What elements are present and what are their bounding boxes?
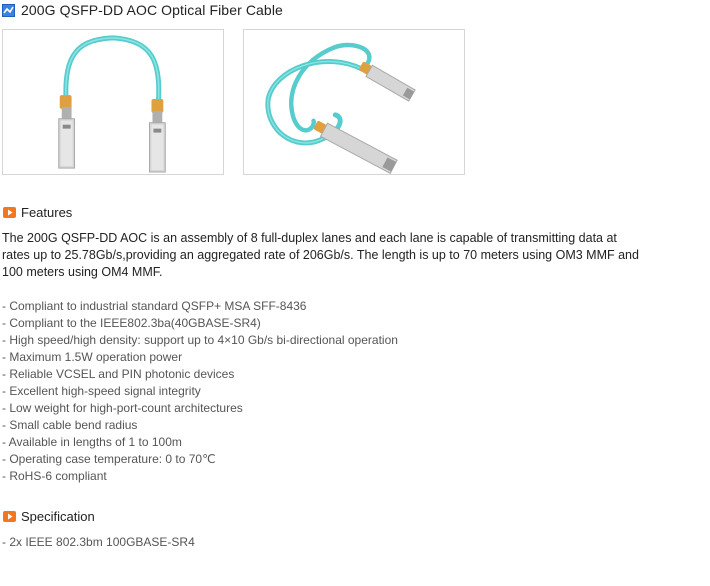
list-item: - Low weight for high-port-count architectures [2, 401, 243, 415]
list-item: - RoHS-6 compliant [2, 469, 107, 483]
specification-header [3, 509, 95, 524]
list-item: - Excellent high-speed signal integrity [2, 384, 201, 398]
product-description: The 200G QSFP-DD AOC is an assembly of 8 full-duplex lanes and each lane is capable of transmitting data at rates up to 25.78Gb/s,providing an aggregated rate of 206Gb/s. The length is up to 70 meters using OM3 MMF and 100 meters using OM4 MMF. [2, 231, 639, 279]
list-item: - Compliant to the IEEE802.3ba(40GBASE-SR4) [2, 316, 261, 330]
list-item: - Available in lengths of 1 to 100m [2, 435, 182, 449]
product-image-coiled [243, 29, 465, 175]
list-item: - Maximum 1.5W operation power [2, 350, 183, 364]
features-header [3, 205, 72, 220]
list-item: - Reliable VCSEL and PIN photonic devices [2, 367, 235, 381]
list-item: - Operating case temperature: 0 to 70℃ [2, 452, 216, 466]
features-heading: Features [21, 205, 73, 220]
feature-list [2, 298, 398, 485]
cable-photo-coiled [244, 30, 464, 174]
product-icon [2, 4, 15, 17]
specification-heading: Specification [21, 509, 95, 524]
list-item: - Compliant to industrial standard QSFP+ MSA SFF-8436 [2, 299, 307, 313]
section-bullet-icon [3, 510, 16, 523]
list-item: - Small cable bend radius [2, 418, 138, 432]
specification-list [2, 534, 195, 551]
list-item: - High speed/high density: support up to 4×10 Gb/s bi-directional operation [2, 333, 398, 347]
list-item: - 2x IEEE 802.3bm 100GBASE-SR4 [2, 535, 195, 549]
product-image-straight [2, 29, 224, 175]
page-title: 200G QSFP-DD AOC Optical Fiber Cable [21, 2, 283, 18]
cable-photo-straight [3, 30, 223, 174]
page-header [2, 1, 283, 19]
section-bullet-icon [3, 206, 16, 219]
